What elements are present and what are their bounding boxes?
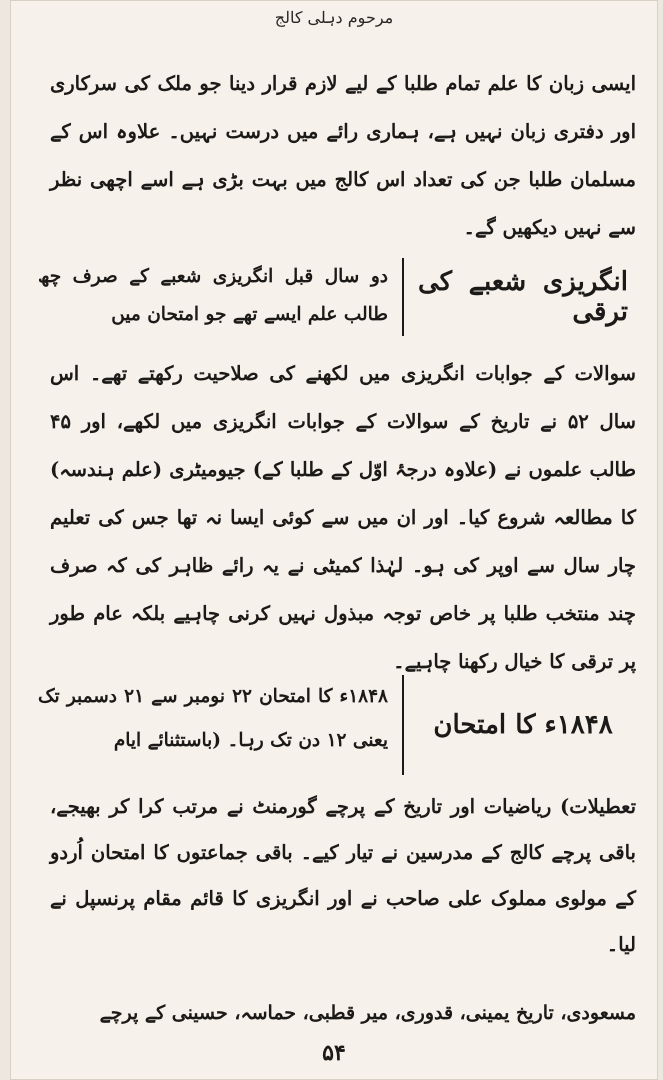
section-intro-text: دو سال قبل انگریزی شعبے کے صرف چھ طالب علم ایسے تھے جو امتحان میں xyxy=(38,266,388,325)
section-heading-exam-1848: ۱۸۴۸ء کا امتحان xyxy=(402,675,642,775)
paragraph-2: سوالات کے جوابات انگریزی میں لکھنے کی صلاحیت رکھتے تھے۔ اس سال ۵۲ نے تاریخ کے سوالات کے جوابات انگریزی میں لکھے، اور ۴۵ طالب علموں نے (علاوہ درجۂ اوّل کے طلبا کے) جیومیٹری (علم ہندسہ) کا مطالعہ شروع کیا۔ اور ان میں سے کوئی ایسا نہ تھا جس کی تعلیم چار سال سے اوپر کی ہو۔ لہٰذا کمیٹی نے یہ رائے ظاہر کی کہ صرف چند منتخب طلبا پر خاص توجہ مبذول نہیں کرنی چاہیے بلکہ عام طور پر ترقی کا خیال رکھنا چاہیے۔ xyxy=(50,362,636,673)
document-page xyxy=(10,0,658,1080)
section-english-department xyxy=(38,258,642,336)
page-number: ۵۴ xyxy=(322,1040,346,1066)
section-exam-1848 xyxy=(38,675,642,775)
paragraph-4: مسعودی، تاریخ یمینی، قدوری، میر قطبی، حماسہ، حسینی کے پرچے xyxy=(99,1002,636,1024)
section-heading-english-progress: انگریزی شعبے کی ترقی xyxy=(402,258,642,336)
section-exam-text: ۱۸۴۸ء کا امتحان ۲۲ نومبر سے ۲۱ دسمبر تک یعنی ۱۲ دن تک رہا۔ (باستثنائے ایام xyxy=(38,686,388,751)
paragraph-1: ایسی زبان کا علم تمام طلبا کے لیے لازم قرار دینا جو ملک کی سرکاری اور دفتری زبان نہیں ہے، ہماری رائے میں درست نہیں۔ علاوہ اس کے مسلمان طلبا جن کی تعداد اس کالج میں بہت بڑی ہے اسے اچھی نظر سے نہیں دیکھیں گے۔ xyxy=(50,72,636,239)
running-header: مرحوم دہلی کالج xyxy=(274,8,394,27)
paragraph-3: تعطیلات) ریاضیات اور تاریخ کے پرچے گورمنٹ نے مرتب کرا کر بھیجے، باقی پرچے کالج کے مدرسین نے تیار کیے۔ باقی جماعتوں کا امتحان اُردو کے مولوی مملوک علی صاحب نے اور انگریزی کا قائم مقام پرنسپل نے لیا۔ xyxy=(50,795,636,956)
